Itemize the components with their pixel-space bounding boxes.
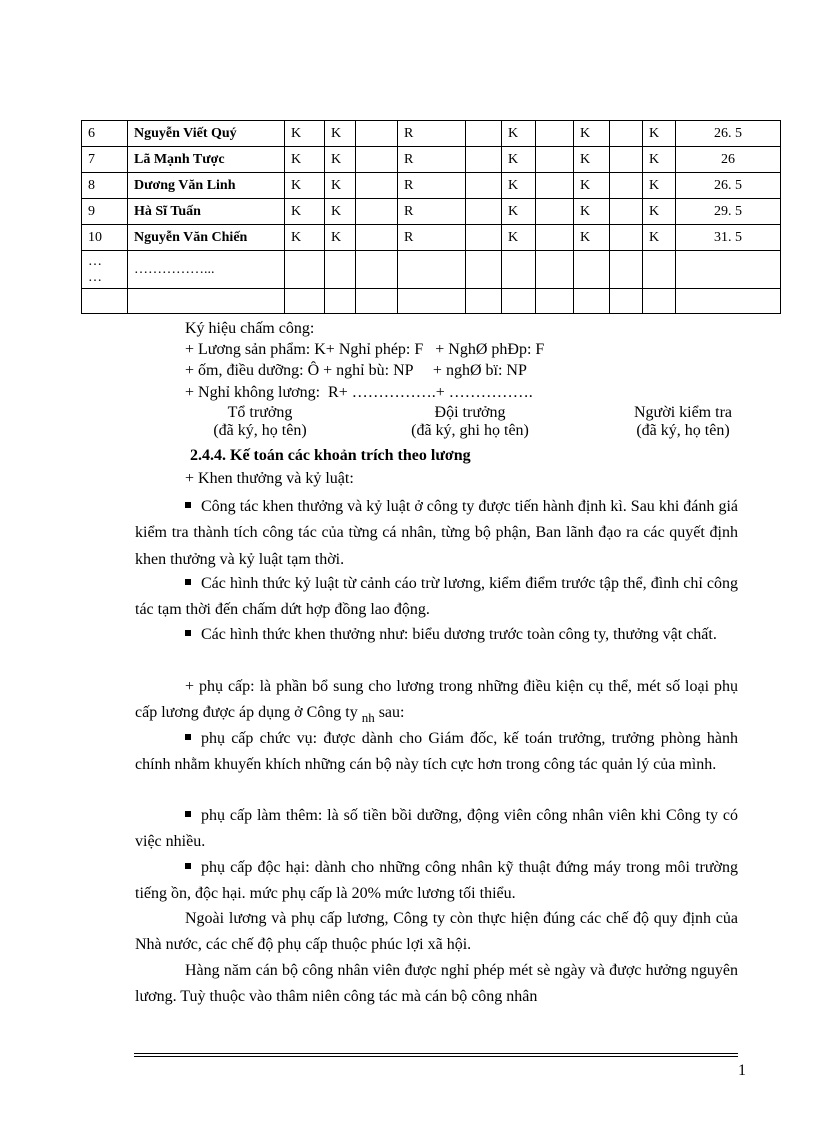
attendance-cell	[285, 251, 325, 289]
table-row	[82, 199, 781, 225]
attendance-cell: K	[643, 147, 676, 173]
attendance-cell	[466, 147, 502, 173]
legend-line-2: + ốm, điều dưỡng: Ô + nghỉ bù: NP + nghØ bï: NP	[185, 362, 527, 379]
attendance-cell	[466, 251, 502, 289]
attendance-cell: K	[502, 173, 536, 199]
legend-title: Ký hiệu chấm công:	[185, 320, 315, 337]
attendance-cell	[610, 225, 643, 251]
attendance-cell: K	[325, 121, 356, 147]
attendance-cell: R	[398, 199, 466, 225]
total-days: 26. 5	[676, 121, 781, 147]
total-days: 29. 5	[676, 199, 781, 225]
attendance-cell	[466, 173, 502, 199]
attendance-cell: K	[285, 173, 325, 199]
table-row	[82, 225, 781, 251]
signature-middle-title: Đội trưởng	[434, 404, 506, 421]
attendance-cell: K	[643, 225, 676, 251]
attendance-cell: K	[643, 199, 676, 225]
attendance-cell	[356, 251, 398, 289]
attendance-cell: R	[398, 147, 466, 173]
square-bullet-icon	[185, 630, 191, 636]
empty-cell	[536, 289, 574, 314]
section-heading: 2.4.4. Kế toán các khoản trích theo lương	[190, 447, 471, 464]
legend-line-1: + Lương sản phẩm: K+ Nghỉ phép: F + NghØ phÐp: F	[185, 341, 545, 358]
signature-middle	[390, 404, 550, 440]
total-days: 31. 5	[676, 225, 781, 251]
square-bullet-icon	[185, 811, 191, 817]
attendance-cell: K	[643, 121, 676, 147]
phu-cap-subscript: nh	[361, 710, 375, 726]
page-number: 1	[738, 1062, 746, 1079]
signature-left-note: (đã ký, họ tên)	[213, 422, 307, 439]
attendance-cell: K	[285, 121, 325, 147]
khen-thuong-label: + Khen thưởng và kỷ luật:	[185, 470, 354, 487]
footer-rule-2	[134, 1056, 738, 1057]
signature-left	[190, 404, 330, 440]
attendance-cell: R	[398, 121, 466, 147]
attendance-cell	[536, 251, 574, 289]
empty-cell	[574, 289, 610, 314]
attendance-cell	[356, 173, 398, 199]
table-row	[82, 173, 781, 199]
attendance-cell: K	[325, 225, 356, 251]
row-number: 6	[82, 121, 128, 147]
empty-cell	[643, 289, 676, 314]
square-bullet-icon	[185, 863, 191, 869]
attendance-cell: R	[398, 225, 466, 251]
attendance-cell: K	[285, 199, 325, 225]
attendance-cell: K	[325, 147, 356, 173]
employee-name-ellipsis: ……………...	[128, 251, 285, 289]
attendance-cell	[676, 251, 781, 289]
attendance-cell	[466, 121, 502, 147]
attendance-cell	[466, 225, 502, 251]
attendance-cell: K	[325, 173, 356, 199]
attendance-cell: K	[502, 225, 536, 251]
signature-middle-note: (đã ký, ghi họ tên)	[411, 422, 529, 439]
attendance-table	[81, 120, 781, 314]
signature-right-note: (đã ký, họ tên)	[636, 422, 730, 439]
employee-name: Dương Văn Linh	[128, 173, 285, 199]
attendance-cell: K	[574, 225, 610, 251]
empty-cell	[502, 289, 536, 314]
attendance-cell	[356, 199, 398, 225]
attendance-cell	[610, 147, 643, 173]
attendance-cell	[536, 225, 574, 251]
attendance-cell	[356, 225, 398, 251]
employee-name: Nguyễn Văn Chiến	[128, 225, 285, 251]
attendance-cell: K	[574, 121, 610, 147]
attendance-cell	[610, 121, 643, 147]
attendance-cell	[610, 251, 643, 289]
row-number: 9	[82, 199, 128, 225]
square-bullet-icon	[185, 579, 191, 585]
employee-name: Nguyễn Viết Quý	[128, 121, 285, 147]
table-row-ellipsis	[82, 251, 781, 289]
row-number: 10	[82, 225, 128, 251]
total-days: 26. 5	[676, 173, 781, 199]
empty-cell	[610, 289, 643, 314]
signature-right-title: Người kiểm tra	[634, 404, 732, 421]
attendance-cell: K	[325, 199, 356, 225]
bullet-paragraph-6: phụ cấp độc hại: dành cho những công nhân kỹ thuật đứng máy trong môi trường tiếng ồn, độc hại. mức phụ cấp là 20% mức lương tối thiểu.	[135, 859, 738, 903]
attendance-cell	[574, 251, 610, 289]
attendance-cell: R	[398, 173, 466, 199]
empty-cell	[325, 289, 356, 314]
square-bullet-icon	[185, 734, 191, 740]
attendance-cell: K	[502, 121, 536, 147]
attendance-cell	[536, 147, 574, 173]
attendance-cell: K	[285, 147, 325, 173]
bullet-paragraph-4: phụ cấp chức vụ: được dành cho Giám đốc, kế toán trưởng, trưởng phòng hành chính nhằm khuyến khích những cán bộ này tích cực hơn trong công tác quản lý của mình.	[135, 730, 738, 774]
row-number: 8	[82, 173, 128, 199]
attendance-cell: K	[502, 199, 536, 225]
total-days: 26	[676, 147, 781, 173]
empty-cell	[82, 289, 128, 314]
bullet-paragraph-3: Các hình thức khen thưởng như: biểu dương trước toàn công ty, thưởng vật chất.	[135, 622, 738, 648]
attendance-cell	[325, 251, 356, 289]
employee-name: Lã Mạnh Tược	[128, 147, 285, 173]
attendance-cell	[610, 173, 643, 199]
empty-cell	[398, 289, 466, 314]
attendance-cell	[610, 199, 643, 225]
phu-cap-paragraph: + phụ cấp: là phần bổ sung cho lương trong những điều kiện cụ thể, mét số loại phụ cấp lương được áp dụng ở Công ty $_{nh}$ sau:	[135, 678, 738, 726]
attendance-cell: K	[285, 225, 325, 251]
row-number: 7	[82, 147, 128, 173]
attendance-cell	[356, 121, 398, 147]
attendance-cell: K	[502, 147, 536, 173]
table-row	[82, 147, 781, 173]
table-row	[82, 121, 781, 147]
footer-rule-1	[134, 1053, 738, 1054]
attendance-cell	[502, 251, 536, 289]
empty-cell	[466, 289, 502, 314]
employee-name: Hà Sĩ Tuấn	[128, 199, 285, 225]
attendance-cell: K	[643, 173, 676, 199]
paragraph-regulations: Ngoài lương và phụ cấp lương, Công ty còn thực hiện đúng các chế độ quy định của Nhà nước, các chế độ phụ cấp thuộc phúc lợi xã hội.	[135, 910, 738, 954]
empty-cell	[285, 289, 325, 314]
attendance-cell	[536, 199, 574, 225]
attendance-cell	[356, 147, 398, 173]
legend-line-3: + Nghỉ không lương: R+ …………….+ …………….	[185, 384, 533, 401]
attendance-cell	[398, 251, 466, 289]
attendance-cell: K	[574, 173, 610, 199]
attendance-cell: K	[574, 199, 610, 225]
signature-left-title: Tổ trưởng	[227, 404, 293, 421]
row-number-ellipsis: … …	[82, 251, 128, 289]
attendance-cell	[536, 173, 574, 199]
signature-right	[616, 404, 750, 440]
empty-cell	[356, 289, 398, 314]
square-bullet-icon	[185, 502, 191, 508]
attendance-cell	[643, 251, 676, 289]
bullet-paragraph-5: phụ cấp làm thêm: là số tiền bồi dưỡng, động viên công nhân viên khi Công ty có việc nhiều.	[135, 807, 738, 851]
bullet-paragraph-2: Các hình thức kỷ luật từ cảnh cáo trừ lương, kiểm điểm trước tập thể, đình chỉ công tác tạm thời đến chấm dứt hợp đồng lao động.	[135, 575, 738, 619]
attendance-cell	[466, 199, 502, 225]
attendance-cell: K	[574, 147, 610, 173]
paragraph-annual-leave: Hàng năm cán bộ công nhân viên được nghỉ phép mét sè ngày và được hưởng nguyên lương. Tuỳ thuộc vào thâm niên công tác mà cán bộ công nhân	[135, 962, 738, 1006]
table-row-empty	[82, 289, 781, 314]
empty-cell	[128, 289, 285, 314]
attendance-cell	[536, 121, 574, 147]
bullet-paragraph-1: Công tác khen thưởng và kỷ luật ở công ty được tiến hành định kì. Sau khi đánh giá kiểm tra thành tích công tác của từng cá nhân, từng bộ phận, Ban lãnh đạo ra các quyết định khen thưởng và kỷ luật tạm thời.	[135, 498, 738, 568]
empty-cell	[676, 289, 781, 314]
